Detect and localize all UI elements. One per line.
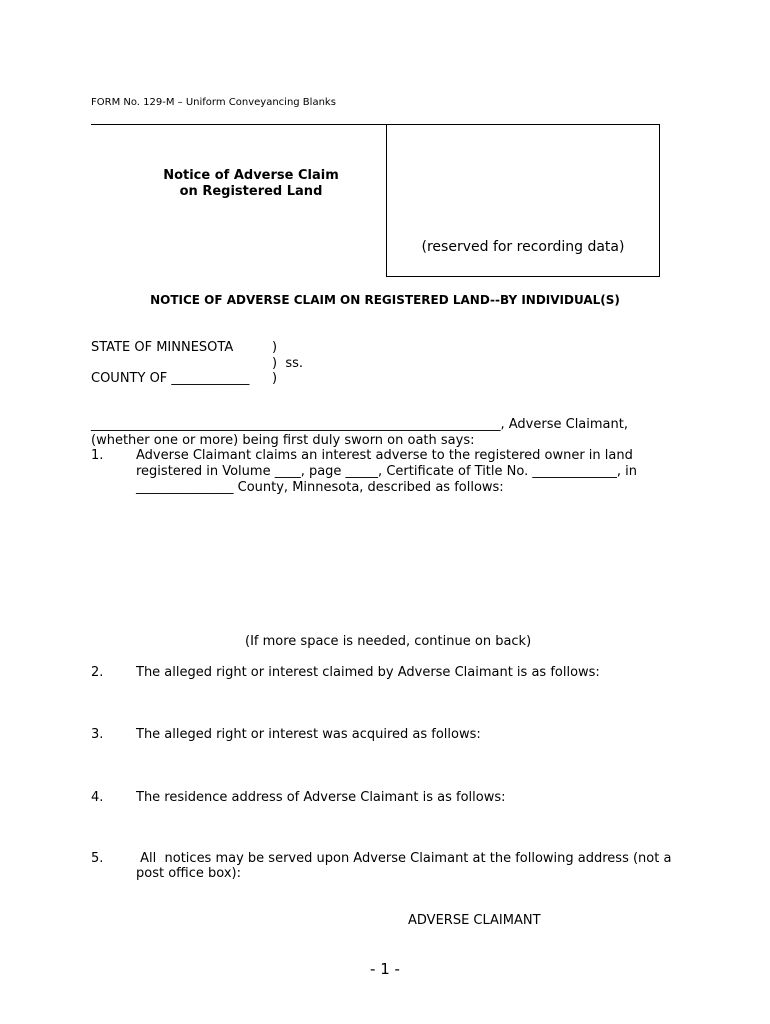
title-line-2: on Registered Land [179,184,323,199]
venue-paren-1: ) [272,340,278,355]
adverse-claimant-line: _______________________________________________________________, Adverse Claimant, [91,417,628,432]
form-number-header: FORM No. 129-M – Uniform Conveyancing Blanks [91,97,336,108]
item-2-number: 2. [91,665,104,680]
item-1-line-3: _______________ County, Minnesota, described as follows: [136,480,504,495]
more-space-note: (If more space is needed, continue on back) [245,634,532,649]
item-3-text: The alleged right or interest was acquired as follows: [136,727,481,742]
item-2-text: The alleged right or interest claimed by Adverse Claimant is as follows: [136,665,600,680]
item-4-text: The residence address of Adverse Claimant is as follows: [136,790,506,805]
page-number: - 1 - [370,960,400,978]
item-5-line-2: post office box): [136,866,241,881]
item-1-line-1: Adverse Claimant claims an interest adverse to the registered owner in land [136,448,633,463]
item-3-number: 3. [91,727,104,742]
venue-paren-ss: ) ss. [272,356,304,371]
venue-county: COUNTY OF ____________ [91,371,250,386]
header-rule [91,124,387,125]
adverse-claimant-signature-label: ADVERSE CLAIMANT [408,913,541,928]
item-1-line-2: registered in Volume ____, page _____, Certificate of Title No. _____________, in [136,464,637,479]
item-5-number: 5. [91,851,104,866]
item-4-number: 4. [91,790,104,805]
title-line-1: Notice of Adverse Claim [163,168,339,183]
venue-paren-3: ) [272,371,278,386]
item-1-number: 1. [91,448,104,463]
recording-data-box [386,124,660,277]
venue-state: STATE OF MINNESOTA [91,340,234,355]
recording-data-label: (reserved for recording data) [421,239,625,255]
sworn-statement: (whether one or more) being first duly sworn on oath says: [91,433,475,448]
main-heading: NOTICE OF ADVERSE CLAIM ON REGISTERED LAND--BY INDIVIDUAL(S) [150,293,620,307]
item-5-line-1: All notices may be served upon Adverse Claimant at the following address (not a [136,851,672,866]
